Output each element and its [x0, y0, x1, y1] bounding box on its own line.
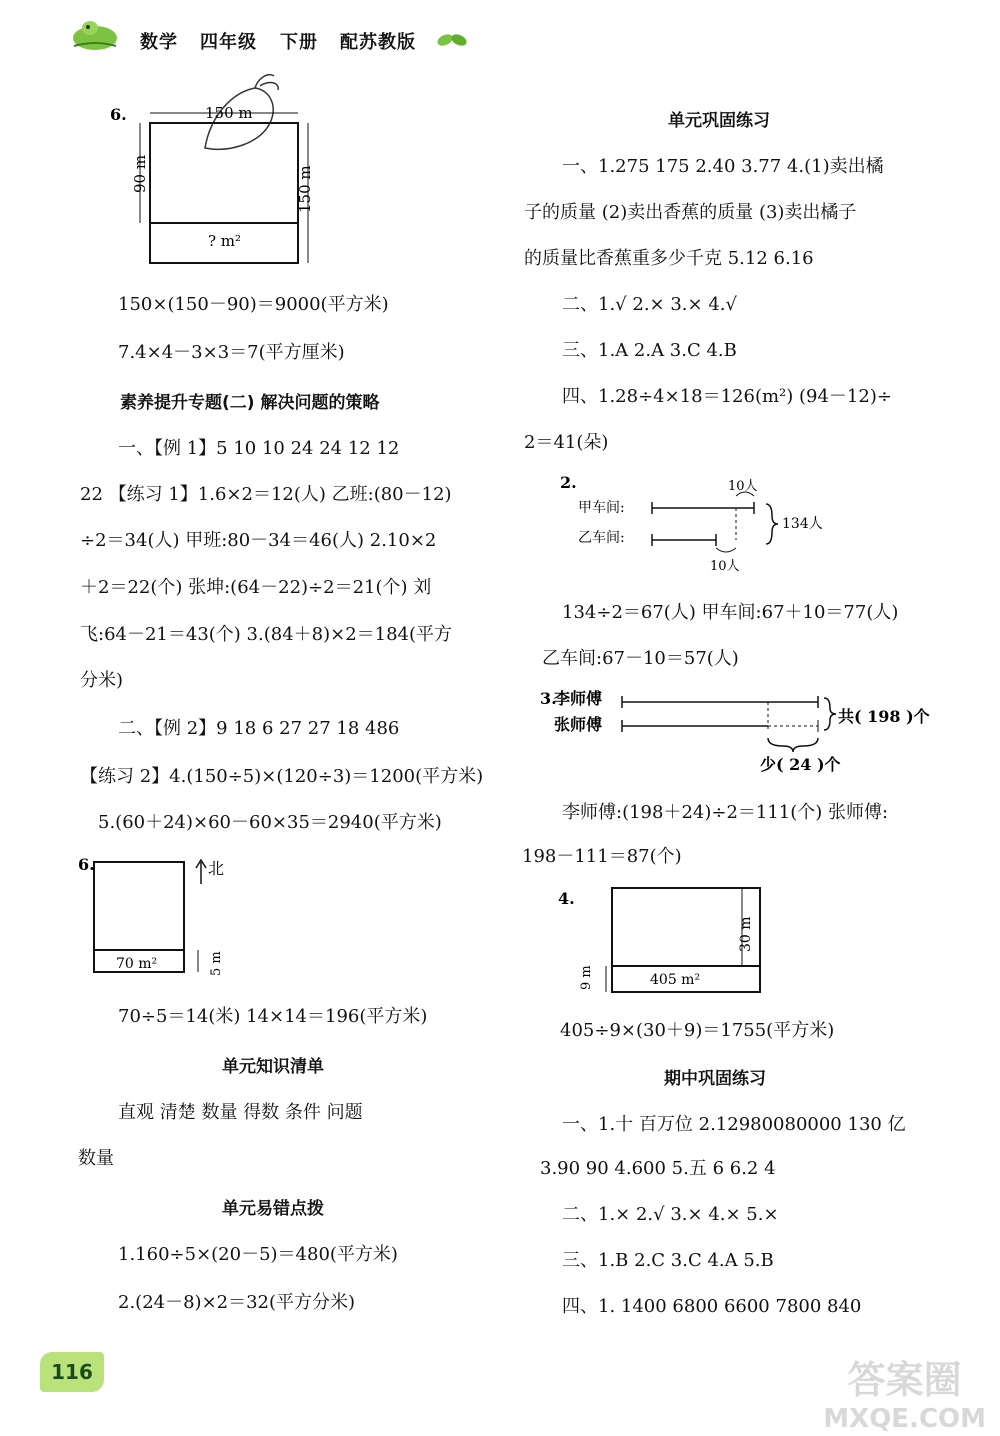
- answer-line: 5.(60＋24)×60－60×35＝2940(平方米): [98, 812, 442, 833]
- figure-2-total: 134人: [782, 516, 823, 532]
- figure-4-bottom: 9 m: [579, 965, 594, 990]
- figure-2-top-diff: 10人: [728, 479, 758, 494]
- answer-line: ＋2＝22(个) 张坤:(64－22)÷2＝21(个) 刘: [80, 577, 432, 598]
- answer-line: 李师傅:(198＋24)÷2＝111(个) 张师傅:: [562, 802, 889, 823]
- figure-6-right-dimension: 150 m: [296, 165, 314, 213]
- figure-4-side: 30 m: [738, 916, 754, 952]
- answer-line: 子的质量 (2)卖出香蕉的质量 (3)卖出橘子: [524, 202, 857, 223]
- figure-6-area: ? m²: [208, 232, 242, 250]
- answer-line: 1.160÷5×(20－5)＝480(平方米): [118, 1244, 398, 1265]
- figure-3-bar-diagram: [540, 684, 940, 780]
- answer-line: 三、1.A 2.A 3.C 4.B: [562, 340, 737, 361]
- figure-4-area: 405 m²: [650, 972, 701, 988]
- answer-line: 一、【例 1】5 10 10 24 24 12 12: [118, 438, 400, 459]
- header-subject: 数学: [140, 32, 178, 53]
- answer-line: 7.4×4－3×3＝7(平方厘米): [118, 342, 345, 363]
- answer-line: 飞:64－21＝43(个) 3.(84＋8)×2＝184(平方: [80, 624, 453, 645]
- section-heading: 单元知识清单: [222, 1057, 324, 1077]
- figure-6b-rectangle: [78, 854, 248, 984]
- figure-2-bottom-diff: 10人: [710, 559, 740, 574]
- leaf-icon: [436, 30, 468, 50]
- section-heading: 素养提升专题(二) 解决问题的策略: [120, 393, 380, 413]
- answer-line: 四、1.28÷4×18＝126(m²) (94－12)÷: [562, 386, 892, 407]
- answer-line: 2.(24－8)×2＝32(平方分米): [118, 1292, 356, 1313]
- north-label: 北: [208, 859, 225, 878]
- li-label: 李师傅: [554, 689, 603, 708]
- figure-6-rectangle: [110, 68, 360, 278]
- figure-6b-area: 70 m²: [116, 956, 158, 972]
- section-heading: 单元巩固练习: [668, 111, 770, 131]
- figure-6-left-dimension: 90 m: [131, 154, 149, 193]
- answer-line: 2＝41(朵): [524, 432, 609, 453]
- answer-line: 数量: [78, 1148, 114, 1169]
- header-edition: 配苏教版: [340, 32, 416, 53]
- figure-6b-side: 5 m: [209, 951, 224, 976]
- figure-6-label: 6.: [110, 105, 127, 124]
- yi-label: 乙车间:: [578, 530, 625, 546]
- answer-line: 一、1.十 百万位 2.12980080000 130 亿: [562, 1114, 906, 1135]
- header-volume: 下册: [280, 32, 318, 53]
- header-grade: 四年级: [200, 32, 257, 53]
- section-heading: 期中巩固练习: [664, 1069, 766, 1089]
- figure-3-less: 少( 24 )个: [760, 755, 841, 774]
- figure-2-label: 2.: [560, 473, 577, 492]
- answer-line: 22 【练习 1】1.6×2＝12(人) 乙班:(80－12): [80, 484, 452, 505]
- figure-3-label: 3.: [540, 689, 557, 708]
- answer-line: 分米): [80, 670, 124, 691]
- figure-6-top-dimension: 150 m: [205, 104, 253, 122]
- frog-logo-icon: [70, 16, 120, 52]
- figure-3-total: 共( 198 )个: [838, 707, 930, 726]
- answer-line: 二、1.× 2.√ 3.× 4.× 5.×: [562, 1204, 779, 1225]
- answer-line: 134÷2＝67(人) 甲车间:67＋10＝77(人): [562, 602, 899, 623]
- answer-line: 四、1. 1400 6800 6600 7800 840: [562, 1296, 862, 1317]
- figure-4-rectangle: [556, 882, 776, 998]
- answer-line: 直观 清楚 数量 得数 条件 问题: [118, 1102, 363, 1123]
- answer-line: 3.90 90 4.600 5.五 6 6.2 4: [540, 1158, 776, 1179]
- answer-line: 198－111＝87(个): [522, 846, 682, 867]
- answer-line: 二、【例 2】9 18 6 27 27 18 486: [118, 718, 400, 739]
- answer-line: 150×(150－90)＝9000(平方米): [118, 294, 389, 315]
- answer-line: 【练习 2】4.(150÷5)×(120÷3)＝1200(平方米): [80, 766, 484, 787]
- answer-line: 的质量比香蕉重多少千克 5.12 6.16: [524, 248, 814, 269]
- answer-line: 二、1.√ 2.× 3.× 4.√: [562, 294, 737, 315]
- watermark-logo-text: 答案圈: [847, 1358, 962, 1402]
- answer-line: 一、1.275 175 2.40 3.77 4.(1)卖出橘: [562, 156, 884, 177]
- page-number: 116: [40, 1352, 104, 1392]
- jia-label: 甲车间:: [578, 500, 625, 516]
- section-heading: 单元易错点拨: [222, 1199, 324, 1219]
- answer-line: 乙车间:67－10＝57(人): [542, 648, 739, 669]
- figure-6b-label: 6.: [78, 855, 95, 874]
- figure-4-label: 4.: [558, 889, 575, 908]
- zhang-label: 张师傅: [554, 715, 603, 734]
- figure-2-bar-diagram: [560, 470, 840, 578]
- answer-line: 三、1.B 2.C 3.C 4.A 5.B: [562, 1250, 774, 1271]
- answer-line: ÷2＝34(人) 甲班:80－34＝46(人) 2.10×2: [80, 530, 437, 551]
- watermark: [823, 1349, 986, 1434]
- answer-line: 70÷5＝14(米) 14×14＝196(平方米): [118, 1006, 428, 1027]
- answer-line: 405÷9×(30＋9)＝1755(平方米): [560, 1020, 835, 1041]
- watermark-url: MXQE.COM: [823, 1404, 986, 1434]
